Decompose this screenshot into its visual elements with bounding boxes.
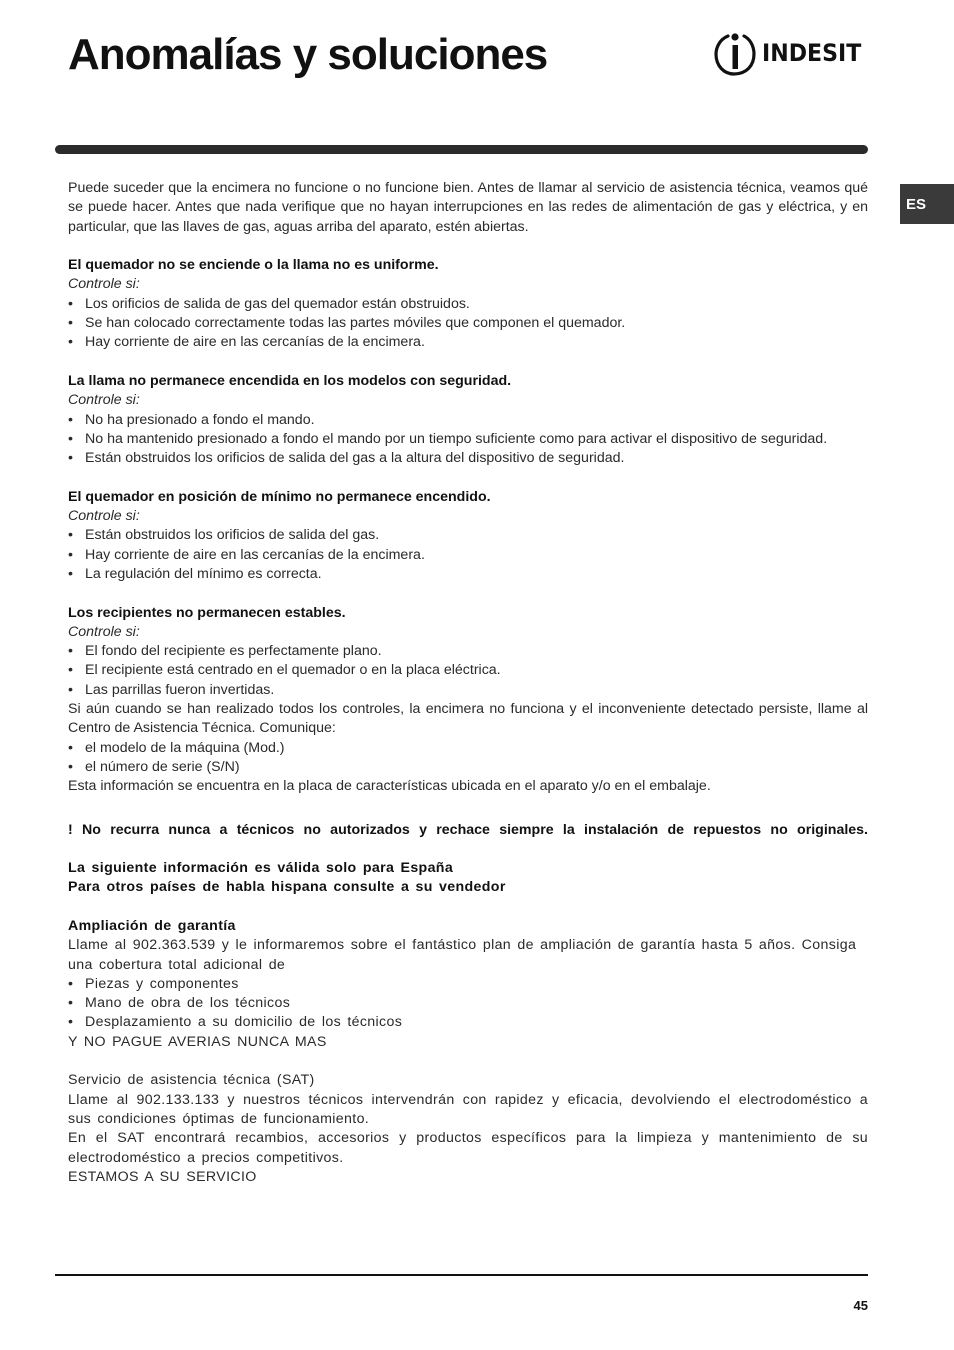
section-burner-not-lit <box>68 256 868 352</box>
page-number: 45 <box>853 1298 868 1313</box>
language-tab: ES <box>900 184 954 224</box>
list-item: • Piezas y componentes <box>68 975 868 994</box>
list-item: • Las parrillas fueron invertidas. <box>68 681 868 700</box>
brand-name: INDESIT <box>762 39 862 67</box>
list-item: • el modelo de la máquina (Mod.) <box>68 739 868 758</box>
check-label: Controle si: <box>68 392 140 409</box>
warranty-heading: Ampliación de garantía <box>68 917 236 934</box>
section-minimum-position <box>68 488 868 584</box>
top-divider <box>55 145 868 154</box>
list-item: • Están obstruidos los orificios de salida del gas a la altura del dispositivo de seguridad. <box>68 449 868 468</box>
warranty-text: Llame al 902.363.539 y le informaremos sobre el fantástico plan de ampliación de garantía hasta 5 años. Consiga una cobertura total adicional de <box>68 937 857 973</box>
bottom-divider <box>55 1274 868 1276</box>
list-item: • Mano de obra de los técnicos <box>68 994 868 1013</box>
spain-info-line1: La siguiente información es válida solo para España <box>68 860 454 877</box>
list-item: • Desplazamiento a su domicilio de los técnicos <box>68 1013 868 1032</box>
check-label: Controle si: <box>68 508 140 525</box>
spain-info-line2: Para otros países de habla hispana consulte a su vendedor <box>68 879 506 896</box>
sat-closing: ESTAMOS A SU SERVICIO <box>68 1168 257 1185</box>
sat-text-1: Llame al 902.133.133 y nuestros técnicos intervendrán con rapidez y eficacia, devolviendo el electrodoméstico a sus condiciones óptimas de funcionamiento. <box>68 1091 868 1127</box>
sat-text-2: En el SAT encontrará recambios, accesorios y productos específicos para la limpieza y mantenimiento de su electrodoméstico a precios competitivos. <box>68 1130 868 1166</box>
page-title: Anomalías y soluciones <box>68 30 548 79</box>
main-content <box>68 179 868 1187</box>
section-heading: Los recipientes no permanecen estables. <box>68 604 346 621</box>
list-item: • el número de serie (S/N) <box>68 758 868 777</box>
check-list <box>68 295 868 353</box>
intro-paragraph: Puede suceder que la encimera no funcione o no funcione bien. Antes de llamar al servicio de asistencia técnica, veamos qué se puede hacer. Antes que nada verifique que no hayan interrupciones en las redes de alimentación de gas y eléctrica, y en particular, que las llaves de gas, aguas arriba del aparato, estén abiertas. <box>68 180 868 235</box>
list-item: • La regulación del mínimo es correcta. <box>68 565 868 584</box>
section-heading: El quemador no se enciende o la llama no es uniforme. <box>68 257 439 274</box>
warning-notice: ! No recurra nunca a técnicos no autorizados y rechace siempre la instalación de repuestos no originales. <box>68 821 868 838</box>
section-heading: La llama no permanece encendida en los modelos con seguridad. <box>68 372 512 389</box>
section-flame-not-stay <box>68 372 868 468</box>
list-item: • Hay corriente de aire en las cercanías de la encimera. <box>68 546 868 565</box>
list-item: • El recipiente está centrado en el quemador o en la placa eléctrica. <box>68 661 868 680</box>
list-item: • No ha presionado a fondo el mando. <box>68 411 868 430</box>
list-item: • Hay corriente de aire en las cercanías de la encimera. <box>68 333 868 352</box>
list-item: • Los orificios de salida de gas del quemador están obstruidos. <box>68 295 868 314</box>
brand-logo <box>714 30 870 76</box>
warranty-closing: Y NO PAGUE AVERIAS NUNCA MAS <box>68 1033 327 1050</box>
list-item: • No ha mantenido presionado a fondo el mando por un tiempo suficiente como para activar el dispositivo de seguridad. <box>68 430 868 449</box>
check-label: Controle si: <box>68 276 140 293</box>
list-item: • Se han colocado correctamente todas las partes móviles que componen el quemador. <box>68 314 868 333</box>
indesit-logo-icon <box>714 30 758 76</box>
warranty-list <box>68 975 868 1033</box>
contact-note: Esta información se encuentra en la placa de características ubicada en el aparato y/o en el embalaje. <box>68 778 711 795</box>
contact-paragraph: Si aún cuando se han realizado todos los controles, la encimera no funciona y el inconveniente detectado persiste, llame al Centro de Asistencia Técnica. Comunique: <box>68 701 868 737</box>
check-list <box>68 642 868 700</box>
check-list <box>68 526 868 584</box>
list-item: • Están obstruidos los orificios de salida del gas. <box>68 526 868 545</box>
section-heading: El quemador en posición de mínimo no permanece encendido. <box>68 488 491 505</box>
contact-list <box>68 739 868 778</box>
sat-heading: Servicio de asistencia técnica (SAT) <box>68 1072 315 1089</box>
check-label: Controle si: <box>68 623 140 640</box>
list-item: • El fondo del recipiente es perfectamente plano. <box>68 642 868 661</box>
section-containers-unstable <box>68 604 868 700</box>
check-list <box>68 411 868 469</box>
